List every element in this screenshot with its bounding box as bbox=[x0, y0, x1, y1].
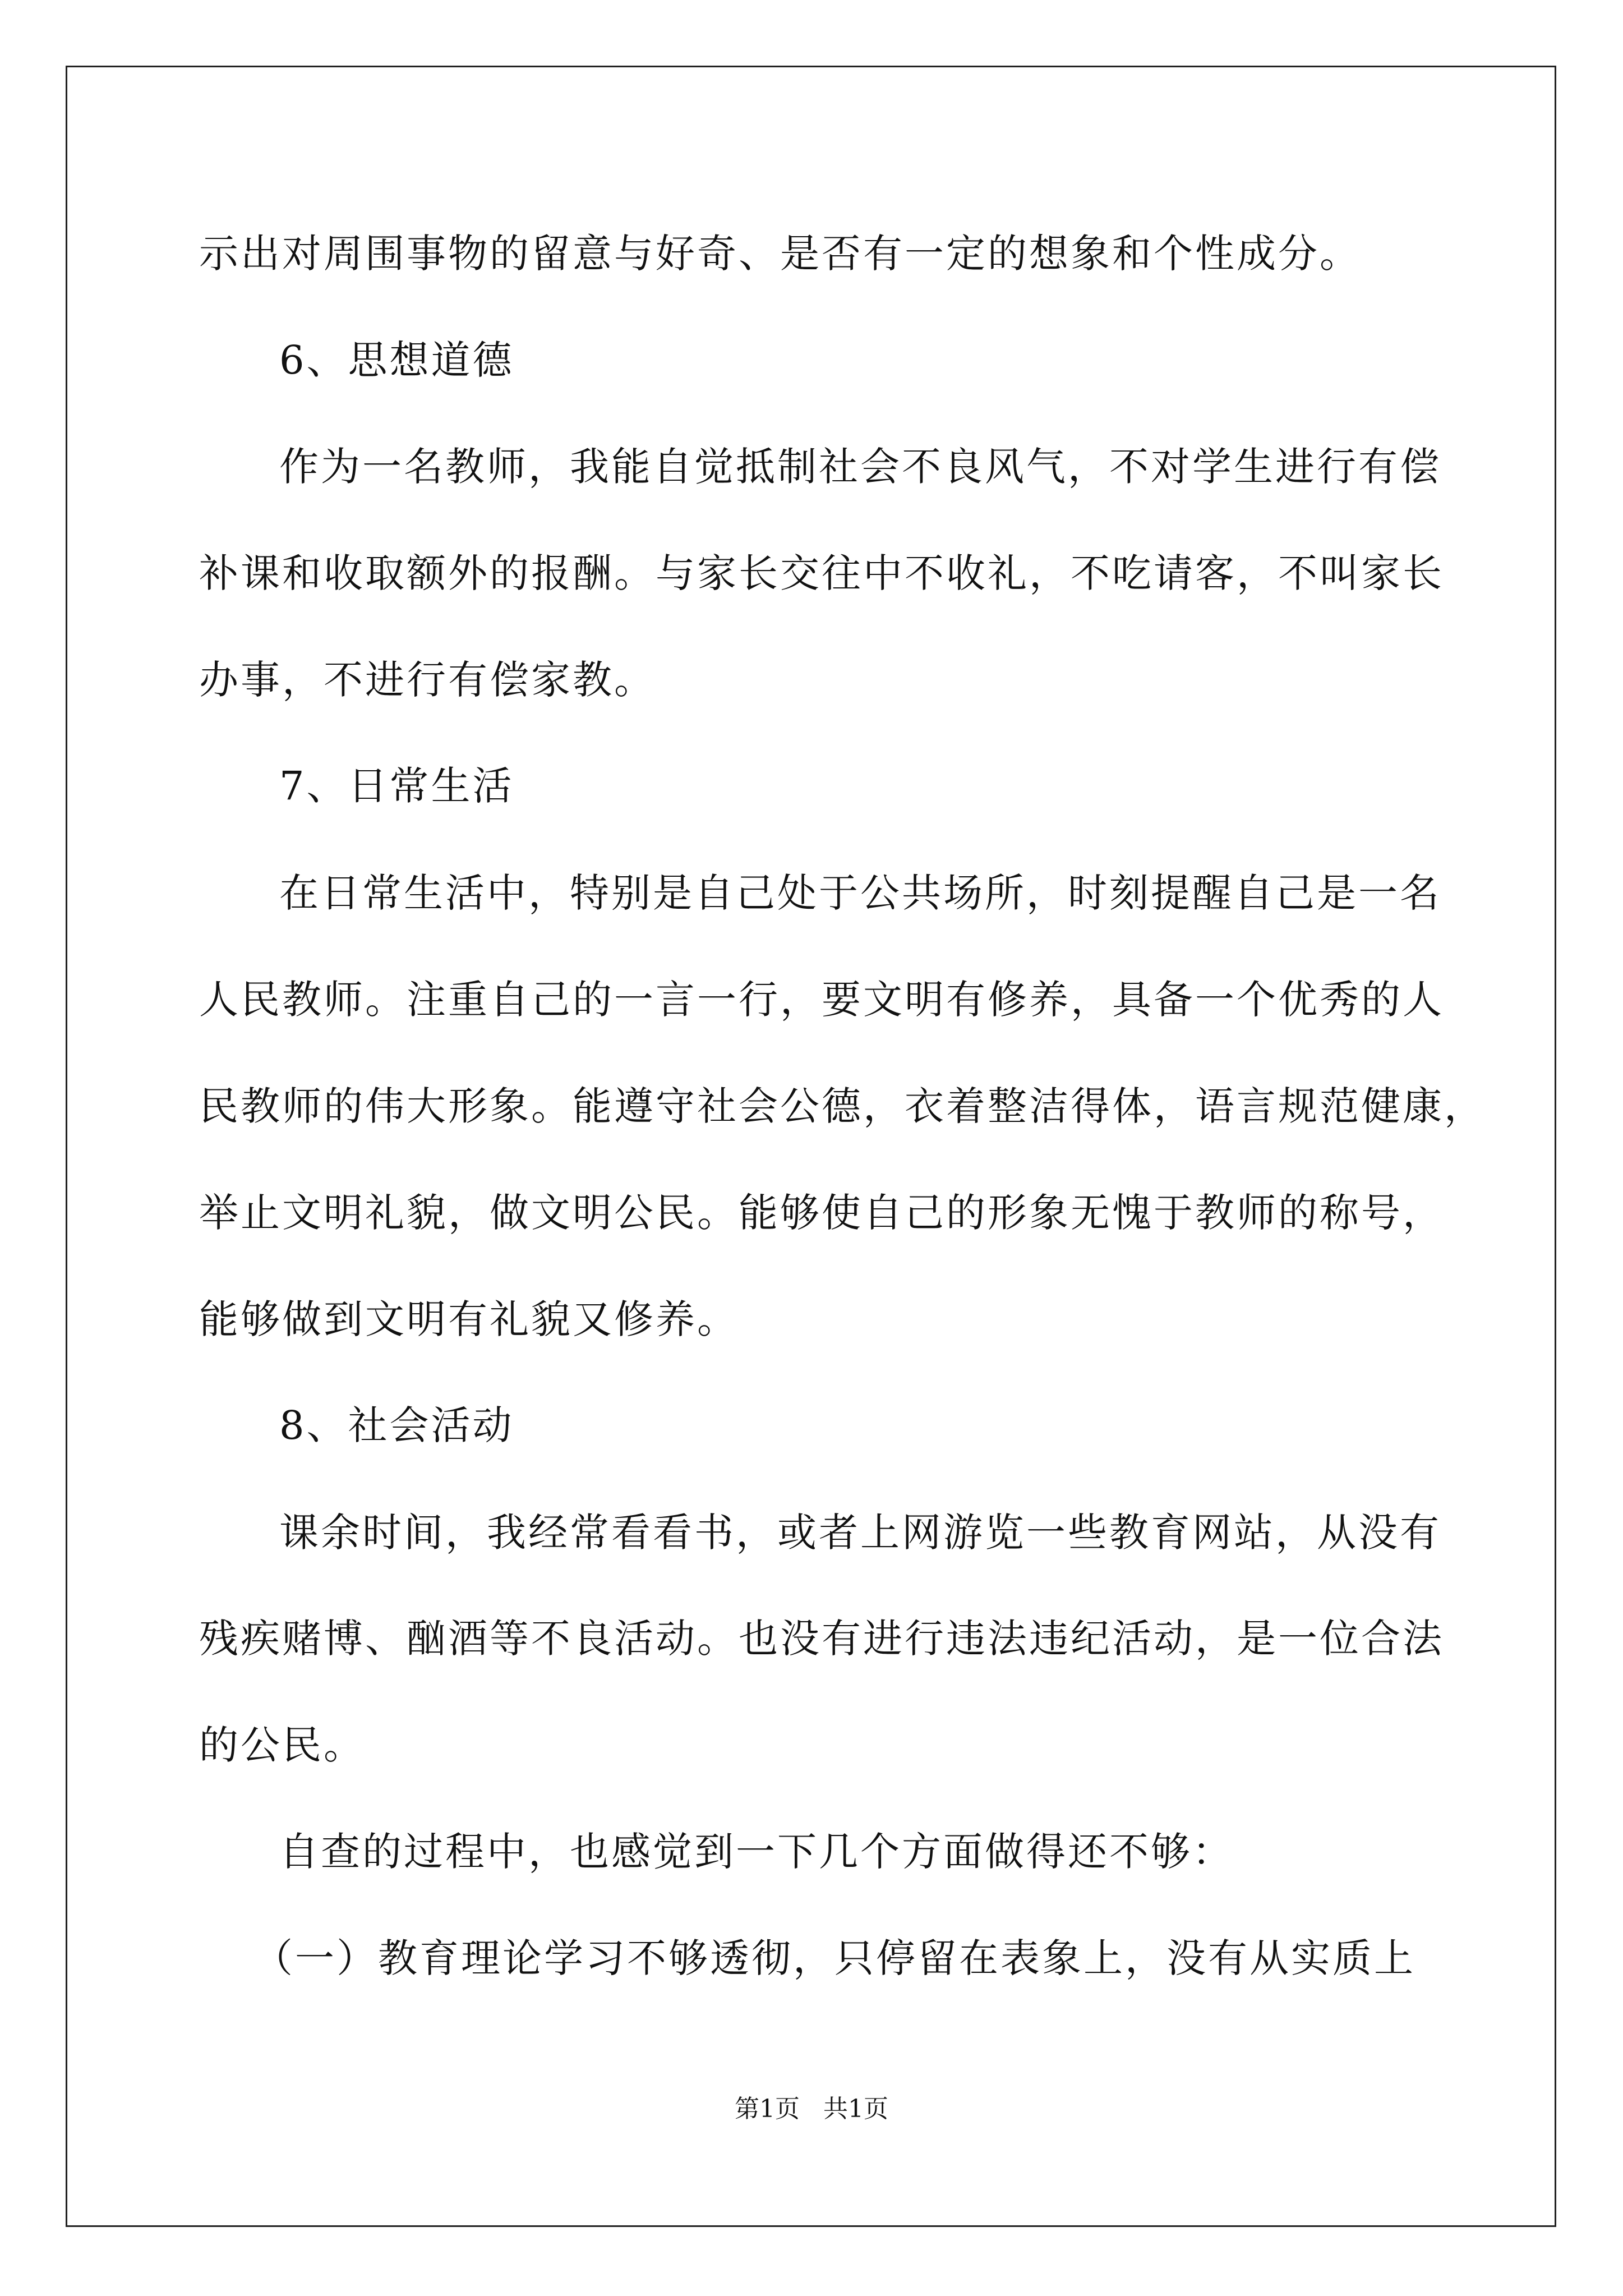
text-line: 课余时间，我经常看看书，或者上网游览一些教育网站，从没有 bbox=[279, 1510, 1441, 1556]
text-line: 举止文明礼貌，做文明公民。能够使自己的形象无愧于教师的称号， bbox=[199, 1190, 1444, 1236]
text-line: 作为一名教师，我能自觉抵制社会不良风气，不对学生进行有偿 bbox=[279, 444, 1441, 490]
section-heading: 8、社会活动 bbox=[279, 1402, 514, 1448]
text-line: 自查的过程中，也感觉到一下几个方面做得还不够： bbox=[279, 1829, 1234, 1875]
text-line: 补课和收取额外的报酬。与家长交往中不收礼，不吃请客，不叫家长 bbox=[199, 550, 1444, 596]
section-heading: 6、思想道德 bbox=[279, 337, 514, 383]
text-line: 能够做到文明有礼貌又修养。 bbox=[199, 1296, 739, 1342]
text-line: 示出对周围事物的留意与好奇、是否有一定的想象和个性成分。 bbox=[199, 231, 1361, 277]
text-line: 残疾赌博、酗酒等不良活动。也没有进行违法违纪活动，是一位合法 bbox=[199, 1616, 1444, 1662]
text-line: 民教师的伟大形象。能遵守社会公德，衣着整洁得体，语言规范健康， bbox=[199, 1083, 1486, 1129]
text-line: 办事，不进行有偿家教。 bbox=[199, 657, 656, 703]
page-border bbox=[66, 66, 1556, 2227]
text-line: 人民教师。注重自己的一言一行，要文明有修养，具备一个优秀的人 bbox=[199, 977, 1444, 1023]
text-line: 的公民。 bbox=[199, 1722, 365, 1768]
page-footer: 第1页 共1页 bbox=[735, 2095, 888, 2123]
section-heading: 7、日常生活 bbox=[279, 763, 514, 809]
text-line: （一）教育理论学习不够透彻，只停留在表象上，没有从实质上 bbox=[253, 1935, 1415, 1981]
text-line: 在日常生活中，特别是自己处于公共场所，时刻提醒自己是一名 bbox=[279, 870, 1441, 916]
